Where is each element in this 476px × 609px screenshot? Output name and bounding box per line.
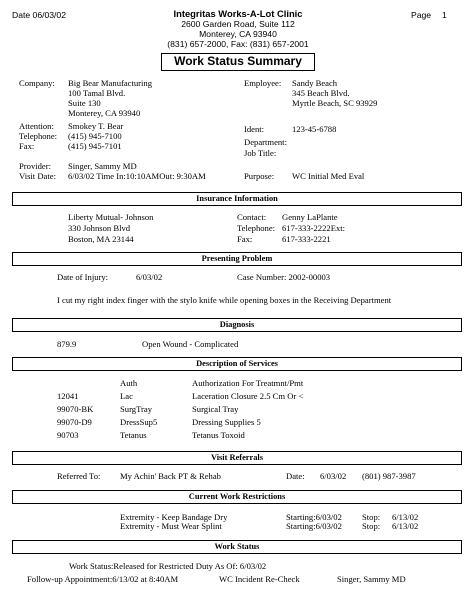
- restriction-starting: Starting:6/03/02: [286, 512, 342, 522]
- clinic-city: Monterey, CA 93940: [199, 29, 277, 39]
- insurance-address: 330 Johnson Blvd: [68, 223, 131, 233]
- employee-address: 345 Beach Blvd.: [292, 88, 350, 98]
- restriction-stop-label: Stop:: [362, 512, 381, 522]
- referral-date-label: Date:: [286, 471, 305, 481]
- page-label: Page: [411, 10, 432, 20]
- service-code: 99070-BK: [57, 404, 94, 414]
- restriction-starting: Starting:6/03/02: [286, 521, 342, 531]
- service-auth: DressSup5: [120, 417, 158, 427]
- restriction-text: Extremity - Keep Bandage Dry: [120, 512, 228, 522]
- referred-to-label: Referred To:: [57, 471, 101, 481]
- company-fax: (415) 945-7101: [68, 141, 122, 151]
- restriction-stop-label: Stop:: [362, 521, 381, 531]
- services-header-desc: Authorization For Treatmnt/Pmt: [192, 378, 304, 388]
- company-city: Monterey, CA 93940: [68, 108, 141, 118]
- purpose-label: Purpose:: [244, 171, 275, 181]
- restriction-text: Extremity - Must Wear Splint: [120, 521, 222, 531]
- service-desc: Dressing Supplies 5: [192, 417, 261, 427]
- provider-label: Provider:: [19, 161, 51, 171]
- problem-description: I cut my right index finger with the stylo knife while opening boxes in the Receiving Department: [57, 295, 392, 305]
- attention-value: Smokey T. Bear: [68, 121, 124, 131]
- service-code: 12041: [57, 391, 79, 401]
- diagnosis-section-header: Diagnosis: [12, 318, 462, 332]
- restrictions-section-header: Current Work Restrictions: [12, 490, 462, 504]
- date-of-injury-label: Date of Injury:: [57, 272, 109, 282]
- referrals-section-header: Visit Referrals: [12, 451, 462, 465]
- insurance-fax-label: Fax:: [237, 234, 253, 244]
- services-header-auth: Auth: [120, 378, 138, 388]
- service-auth: Lac: [120, 391, 133, 401]
- attention-label: Attention:: [19, 121, 54, 131]
- work-status-line: Work Status:Released for Restricted Duty As Of: 6/03/02: [69, 561, 267, 571]
- service-desc: Laceration Closure 2.5 Cm Or <: [192, 391, 304, 401]
- company-telephone-label: Telephone:: [19, 131, 58, 141]
- employee-label: Employee:: [244, 78, 282, 88]
- clinic-address: 2600 Garden Road, Suite 112: [181, 19, 295, 29]
- company-address: 100 Tamal Blvd.: [68, 88, 126, 98]
- service-code: 90703: [57, 430, 79, 440]
- employee-name: Sandy Beach: [292, 78, 338, 88]
- case-number: Case Number: 2002-00003: [237, 272, 331, 282]
- clinic-name: Integritas Works-A-Lot Clinic: [173, 8, 303, 19]
- page-title: Work Status Summary: [161, 53, 315, 71]
- restriction-stop: 6/13/02: [392, 512, 419, 522]
- services-section-header: Description of Services: [12, 357, 462, 371]
- insurance-telephone-label: Telephone:: [237, 223, 276, 233]
- company-suite: Suite 130: [68, 98, 101, 108]
- purpose-value: WC Initial Med Eval: [292, 171, 365, 181]
- service-desc: Surgical Tray: [192, 404, 239, 414]
- employee-city: Myrtle Beach, SC 93929: [292, 98, 378, 108]
- service-auth: Tetanus: [120, 430, 147, 440]
- insurance-contact-label: Contact:: [237, 212, 267, 222]
- company-telephone: (415) 945-7100: [68, 131, 122, 141]
- service-desc: Tetanus Toxoid: [192, 430, 245, 440]
- company-label: Company:: [19, 78, 55, 88]
- referral-phone: (801) 987-3987: [362, 471, 416, 481]
- insurance-section-header: Insurance Information: [12, 192, 462, 206]
- service-code: 99070-D9: [57, 417, 92, 427]
- work-status-section-header: Work Status: [12, 540, 462, 554]
- insurance-fax: 617-333-2221: [282, 234, 331, 244]
- diagnosis-description: Open Wound - Complicated: [142, 339, 239, 349]
- department-label: Department:: [244, 137, 287, 147]
- job-title-label: Job Title:: [244, 148, 277, 158]
- followup-provider: Singer, Sammy MD: [337, 574, 406, 584]
- restriction-stop: 6/13/02: [392, 521, 419, 531]
- report-date: Date 06/03/02: [12, 10, 66, 20]
- followup-appointment: Follow-up Appointment:6/13/02 at 8:40AM: [27, 574, 179, 584]
- company-fax-label: Fax:: [19, 141, 35, 151]
- ident-value: 123-45-6788: [292, 124, 337, 134]
- clinic-phone: (831) 657-2000, Fax: (831) 657-2001: [167, 39, 309, 49]
- insurance-city: Boston, MA 23144: [68, 234, 134, 244]
- referred-to-value: My Achin' Back PT & Rehab: [120, 471, 221, 481]
- diagnosis-code: 879.9: [57, 339, 77, 349]
- ident-label: Ident:: [244, 124, 265, 134]
- visit-date-label: Visit Date:: [19, 171, 56, 181]
- service-auth: SurgTray: [120, 404, 152, 414]
- date-of-injury-value: 6/03/02: [136, 272, 163, 282]
- referral-date: 6/03/02: [320, 471, 347, 481]
- visit-date-value: 6/03/02 Time In:10:10AMOut: 9:30AM: [68, 171, 206, 181]
- insurance-contact: Genny LaPlante: [282, 212, 338, 222]
- insurance-telephone: 617-333-2222Ext:: [282, 223, 346, 233]
- provider-value: Singer, Sammy MD: [68, 161, 137, 171]
- followup-type: WC Incident Re-Check: [219, 574, 300, 584]
- page-number: 1: [442, 10, 447, 20]
- presenting-problem-section-header: Presenting Problem: [12, 252, 462, 266]
- company-name: Big Bear Manufacturing: [68, 78, 153, 88]
- insurance-name: Liberty Mutual- Johnson: [68, 212, 154, 222]
